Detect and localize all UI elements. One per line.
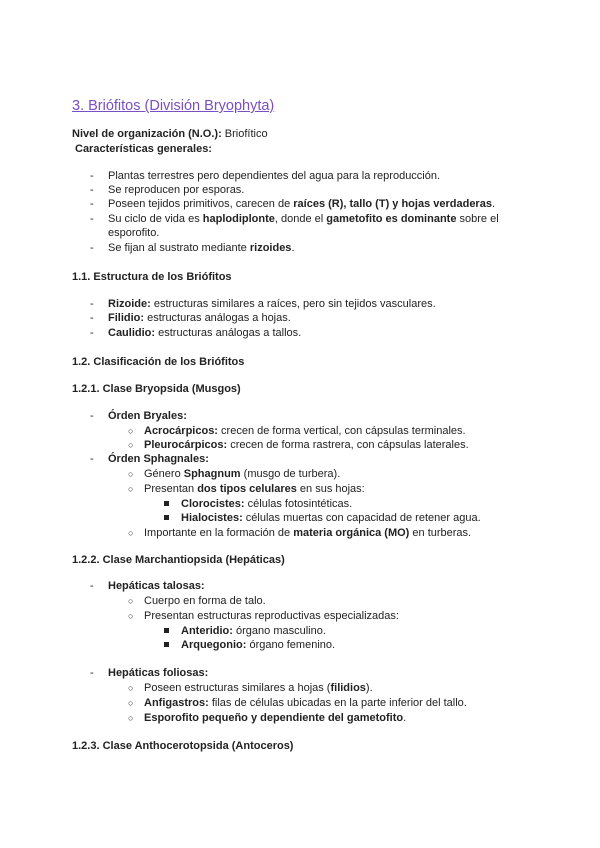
bullet-circle: ○ (128, 484, 134, 494)
section-heading-1-2-1: 1.2.1. Clase Bryopsida (Musgos) (72, 383, 241, 395)
bullet-circle: ○ (128, 469, 134, 479)
bullet-dash: - (90, 184, 94, 196)
bullet-dash: - (90, 580, 94, 592)
bullet-dash: - (90, 312, 94, 324)
bullet-circle: ○ (128, 426, 134, 436)
list-item: Hialocistes: células muertas con capacidad de retener agua. (181, 512, 481, 524)
list-item: Su ciclo de vida es haplodiplonte, donde el gametofito es dominante sobre el (108, 213, 499, 225)
list-item: Hepáticas talosas: (108, 580, 205, 592)
page-title: 3. Briófitos (División Bryophyta) (72, 98, 275, 114)
list-item: Caulidio: estructuras análogas a tallos. (108, 327, 302, 339)
list-item-continuation: esporofito. (108, 227, 160, 239)
caracteristicas-heading: Características generales: (75, 143, 212, 155)
bullet-dash: - (90, 327, 94, 339)
list-item: Acrocárpicos: crecen de forma vertical, con cápsulas terminales. (144, 425, 466, 437)
list-item: Hepáticas foliosas: (108, 667, 209, 679)
list-item: Presentan dos tipos celulares en sus hojas: (144, 483, 365, 495)
bullet-square (164, 515, 169, 520)
list-item: Cuerpo en forma de talo. (144, 595, 266, 607)
list-item: Se fijan al sustrato mediante rizoides. (108, 242, 295, 254)
bullet-square (164, 642, 169, 647)
bullet-square (164, 628, 169, 633)
bullet-circle: ○ (128, 683, 134, 693)
section-heading-1-1: 1.1. Estructura de los Briófitos (72, 271, 232, 283)
bullet-dash: - (90, 410, 94, 422)
bullet-dash: - (90, 213, 94, 225)
bullet-dash: - (90, 453, 94, 465)
list-item: Presentan estructuras reproductivas especializadas: (144, 610, 399, 622)
nivel-line (72, 127, 268, 141)
bullet-circle: ○ (128, 698, 134, 708)
nivel-value: Briofítico (221, 128, 268, 140)
list-item: Órden Sphagnales: (108, 453, 209, 465)
list-item: Género Sphagnum (musgo de turbera). (144, 468, 341, 480)
bullet-circle: ○ (128, 713, 134, 723)
list-item: Filidio: estructuras análogas a hojas. (108, 312, 291, 324)
list-item: Plantas terrestres pero dependientes del agua para la reproducción. (108, 170, 441, 182)
list-item: Esporofito pequeño y dependiente del gametofito. (144, 712, 407, 724)
list-item: Anteridio: órgano masculino. (181, 625, 326, 637)
section-heading-1-2-2: 1.2.2. Clase Marchantiopsida (Hepáticas) (72, 554, 285, 566)
bullet-square (164, 501, 169, 506)
section-heading-1-2-3: 1.2.3. Clase Anthocerotopsida (Antoceros) (72, 740, 294, 752)
list-item: Se reproducen por esporas. (108, 184, 245, 196)
bullet-circle: ○ (128, 440, 134, 450)
bullet-dash: - (90, 298, 94, 310)
bullet-dash: - (90, 242, 94, 254)
list-item: Anfigastros: filas de células ubicadas en la parte inferior del tallo. (144, 697, 467, 709)
list-item: Clorocistes: células fotosintéticas. (181, 498, 353, 510)
bullet-circle: ○ (128, 611, 134, 621)
section-heading-1-2: 1.2. Clasificación de los Briófitos (72, 356, 245, 368)
bullet-dash: - (90, 198, 94, 210)
list-item: Arquegonio: órgano femenino. (181, 639, 336, 651)
list-item: Importante en la formación de materia orgánica (MO) en turberas. (144, 527, 472, 539)
bullet-dash: - (90, 170, 94, 182)
list-item: Pleurocárpicos: crecen de forma rastrera, con cápsulas laterales. (144, 439, 469, 451)
list-item: Poseen tejidos primitivos, carecen de raíces (R), tallo (T) y hojas verdaderas. (108, 198, 496, 210)
list-item: Rizoide: estructuras similares a raíces, pero sin tejidos vasculares. (108, 298, 436, 310)
bullet-circle: ○ (128, 528, 134, 538)
list-item: Órden Bryales: (108, 410, 187, 422)
list-item: Poseen estructuras similares a hojas (filidios). (144, 682, 373, 694)
bullet-dash: - (90, 667, 94, 679)
bullet-circle: ○ (128, 596, 134, 606)
nivel-label: Nivel de organización (N.O.): (72, 128, 222, 140)
